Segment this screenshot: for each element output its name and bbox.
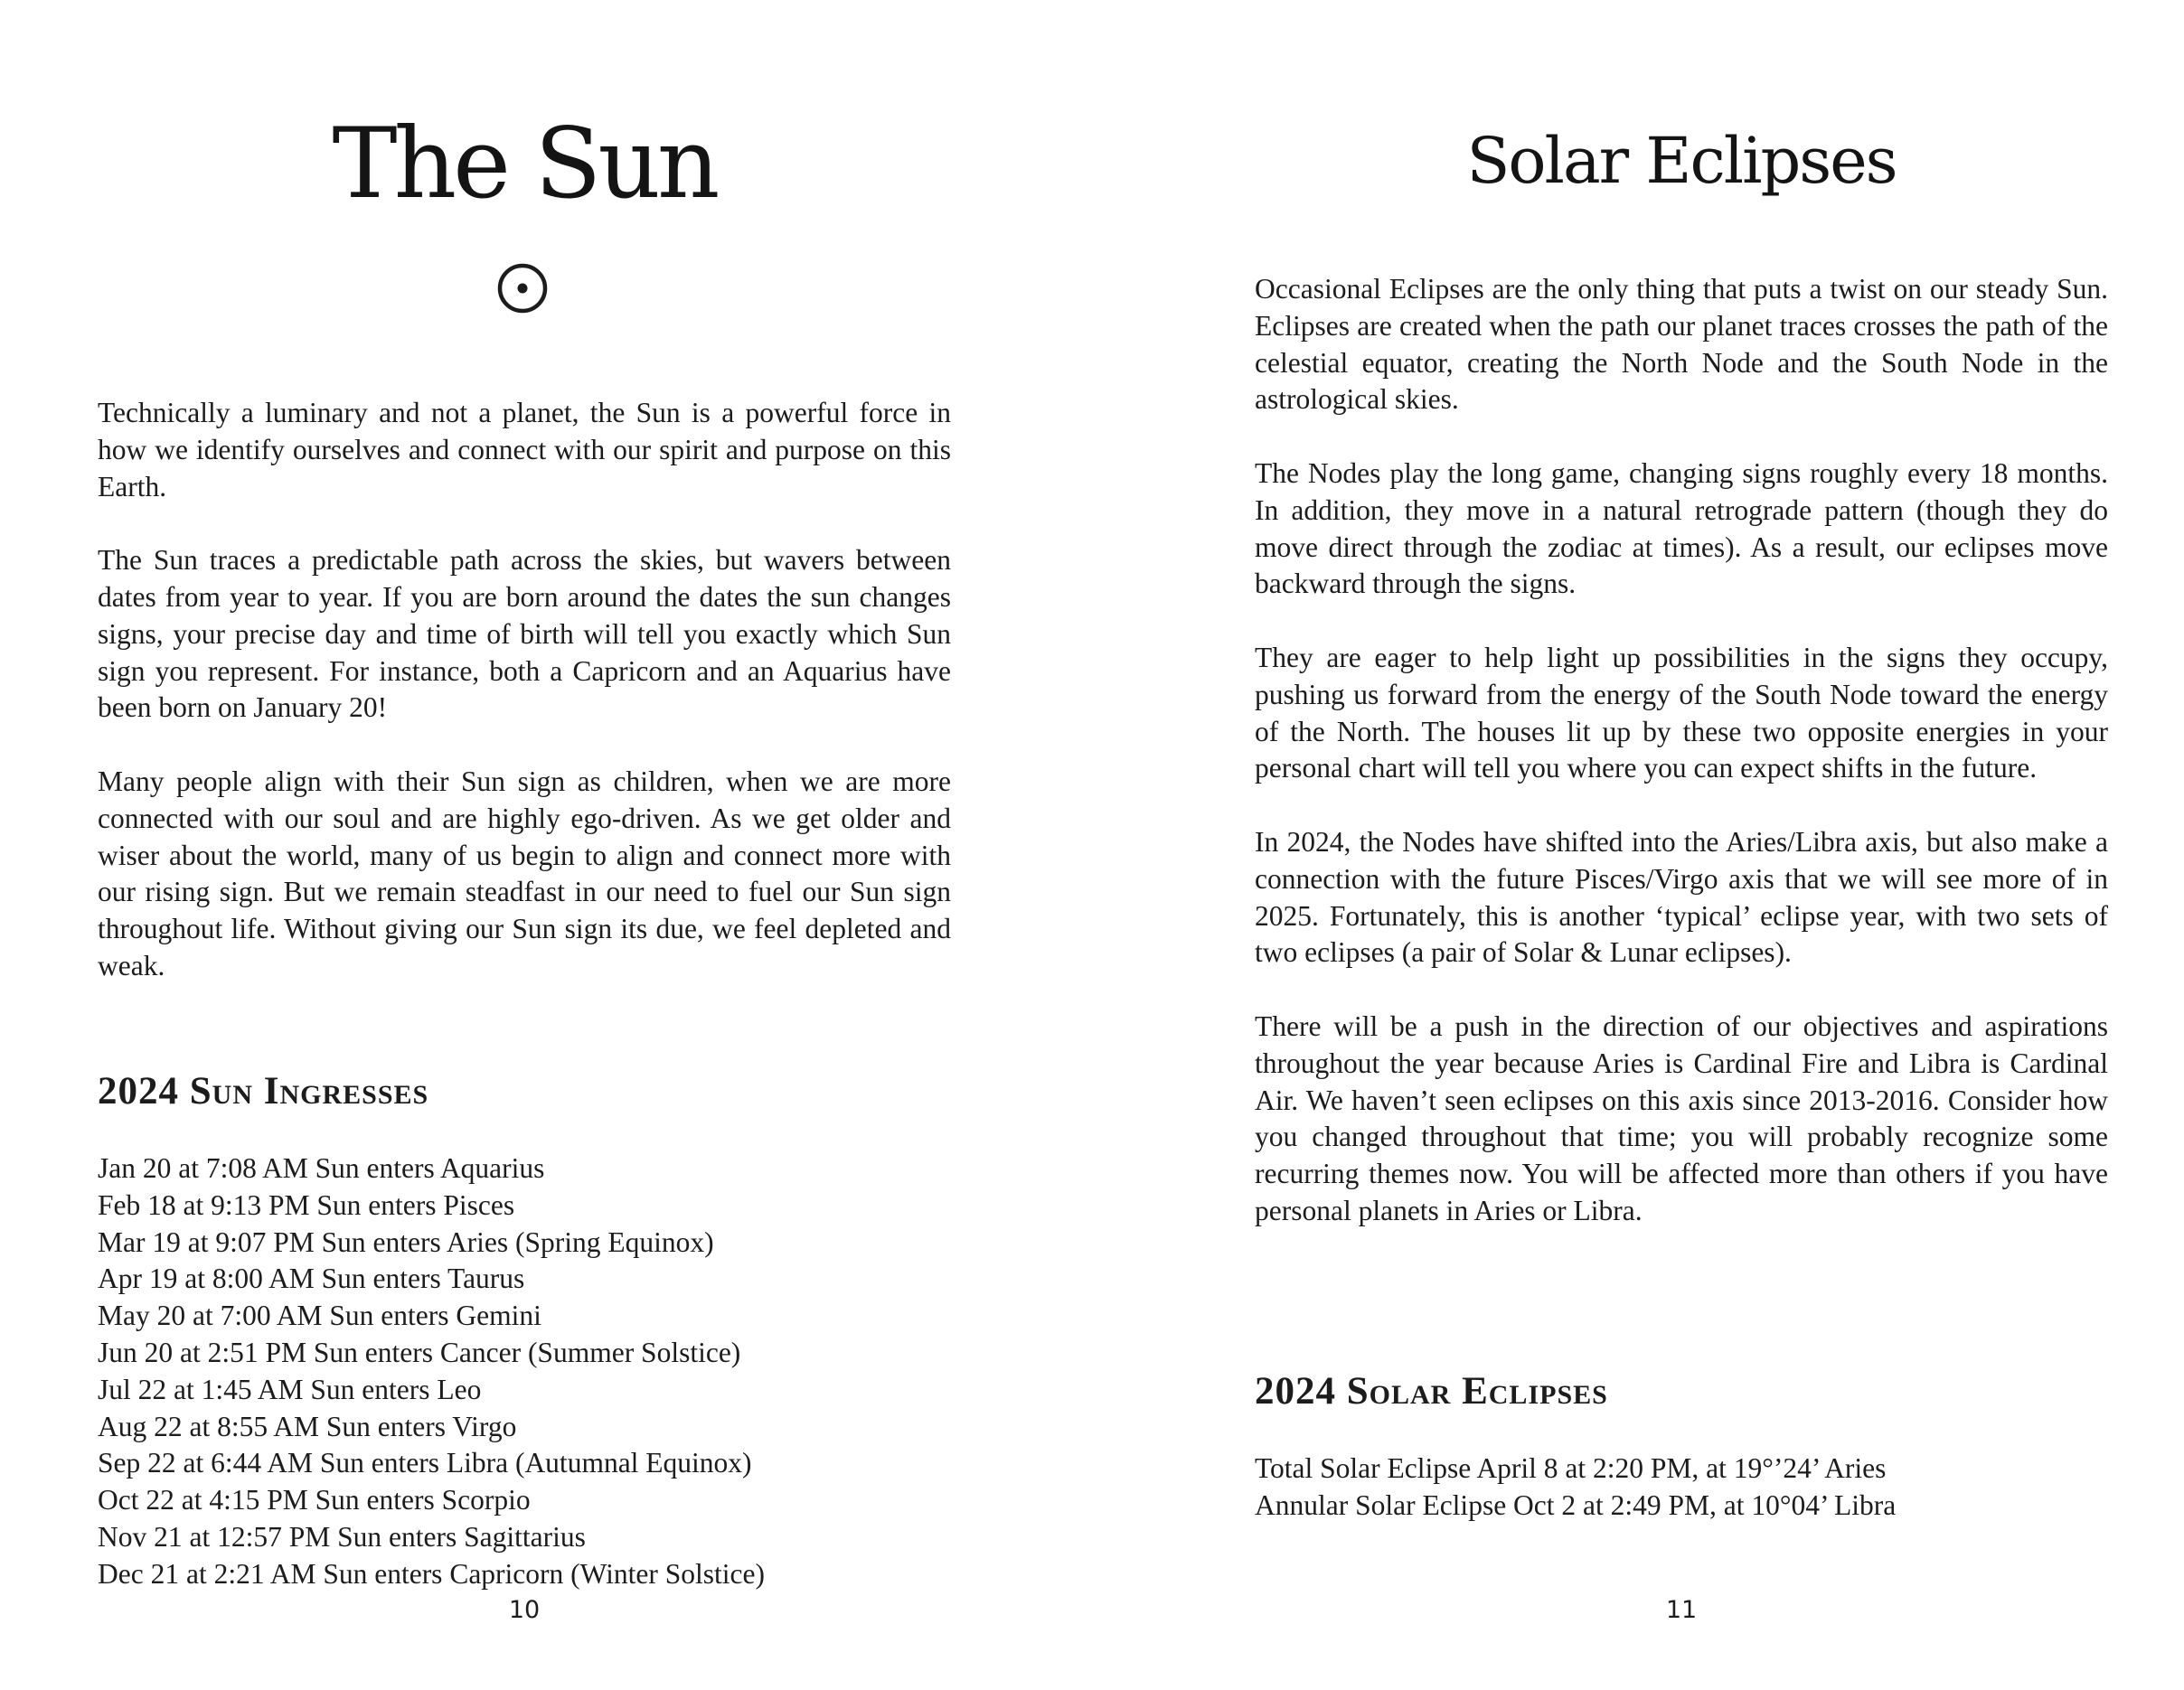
list-item: Jan 20 at 7:08 AM Sun enters Aquarius <box>98 1152 545 1184</box>
list-item: Jun 20 at 2:51 PM Sun enters Cancer (Summer Solstice) <box>98 1336 741 1368</box>
paragraph: Many people align with their Sun sign as children, when we are more connected with our soul and are highly ego-driven. As we get older and wiser about the world, many of us begin to align and connect more with our rising sign. But we remain steadfast in our need to fuel our Sun sign throughout life. Without giving our Sun sign its due, we feel depleted and weak. <box>98 765 951 981</box>
list-item: Oct 22 at 4:15 PM Sun enters Scorpio <box>98 1484 531 1516</box>
section-heading-solar-eclipses: 2024 Solar Eclipses <box>1255 1370 1608 1413</box>
page-title-solar-eclipses: Solar Eclipses <box>1466 124 1897 198</box>
section-heading-sun-ingresses: 2024 Sun Ingresses <box>98 1070 429 1113</box>
list-item: Nov 21 at 12:57 PM Sun enters Sagittarius <box>98 1520 586 1553</box>
list-item: Annular Solar Eclipse Oct 2 at 2:49 PM, at 10°04’ Libra <box>1255 1488 1897 1521</box>
paragraph: They are eager to help light up possibilities in the signs they occupy, pushing us forward from the energy of the South Node toward the energy of the North. The houses lit up by these two opposite energies in your personal chart will tell you where you can expect shifts in the future. <box>1255 641 2108 784</box>
eclipse-intro-text <box>1255 271 2108 1230</box>
list-item: Mar 19 at 9:07 PM Sun enters Aries (Spring Equinox) <box>98 1225 714 1258</box>
right-page <box>1255 0 2108 1690</box>
list-item: Feb 18 at 9:13 PM Sun enters Pisces <box>98 1188 515 1221</box>
list-item: Total Solar Eclipse April 8 at 2:20 PM, at 19°’24’ Aries <box>1255 1452 1887 1484</box>
list-item: May 20 at 7:00 AM Sun enters Gemini <box>98 1300 541 1332</box>
page-title-the-sun: The Sun <box>332 108 717 221</box>
list-item: Apr 19 at 8:00 AM Sun enters Taurus <box>98 1263 525 1295</box>
eclipse-list <box>1255 1451 2108 1525</box>
list-item: Jul 22 at 1:45 AM Sun enters Leo <box>98 1373 482 1405</box>
page-number: 10 <box>508 1596 541 1624</box>
paragraph: The Nodes play the long game, changing signs roughly every 18 months. In addition, they move in a natural retrograde pattern (though they do move direct through the zodiac at times). As a result, our eclipses move backward through the signs. <box>1255 456 2108 600</box>
paragraph: In 2024, the Nodes have shifted into the Aries/Libra axis, but also make a connection with the future Pisces/Virgo axis that we will see more of in 2025. Fortunately, this is another ‘typical’ eclipse year, with two sets of two eclipses (a pair of Solar & Lunar eclipses). <box>1255 825 2108 969</box>
left-page <box>98 0 951 1690</box>
list-item: Sep 22 at 6:44 AM Sun enters Libra (Autumnal Equinox) <box>98 1447 752 1479</box>
paragraph: There will be a push in the direction of our objectives and aspirations throughout the year because Aries is Cardinal Fire and Libra is Cardinal Air. We haven’t seen eclipses on this axis since 2013-2016. Consider how you changed throughout that time; you will probably recognize some recurring themes now. You will be affected more than others if you have personal planets in Aries or Libra. <box>1255 1009 2108 1226</box>
list-item: Aug 22 at 8:55 AM Sun enters Virgo <box>98 1410 517 1442</box>
paragraph: Technically a luminary and not a planet, the Sun is a powerful force in how we identify ourselves and connect with our spirit and purpose on this Earth. <box>98 397 951 502</box>
page-number: 11 <box>1665 1596 1698 1624</box>
ingress-list <box>98 1150 951 1593</box>
paragraph: Occasional Eclipses are the only thing that puts a twist on our steady Sun. Eclipses are created when the path our planet traces crosses the path of the celestial equator, creating the North Node and the South Node in the astrological skies. <box>1255 273 2108 416</box>
sun-circle-dot-icon <box>496 262 549 315</box>
list-item: Dec 21 at 2:21 AM Sun enters Capricorn (Winter Solstice) <box>98 1557 765 1590</box>
paragraph: The Sun traces a predictable path across the skies, but wavers between dates from year to year. If you are born around the dates the sun changes signs, your precise day and time of birth will tell you exactly which Sun sign you represent. For instance, both a Capricorn and an Aquarius have been born on January 20! <box>98 544 951 724</box>
sun-intro-text <box>98 395 951 985</box>
